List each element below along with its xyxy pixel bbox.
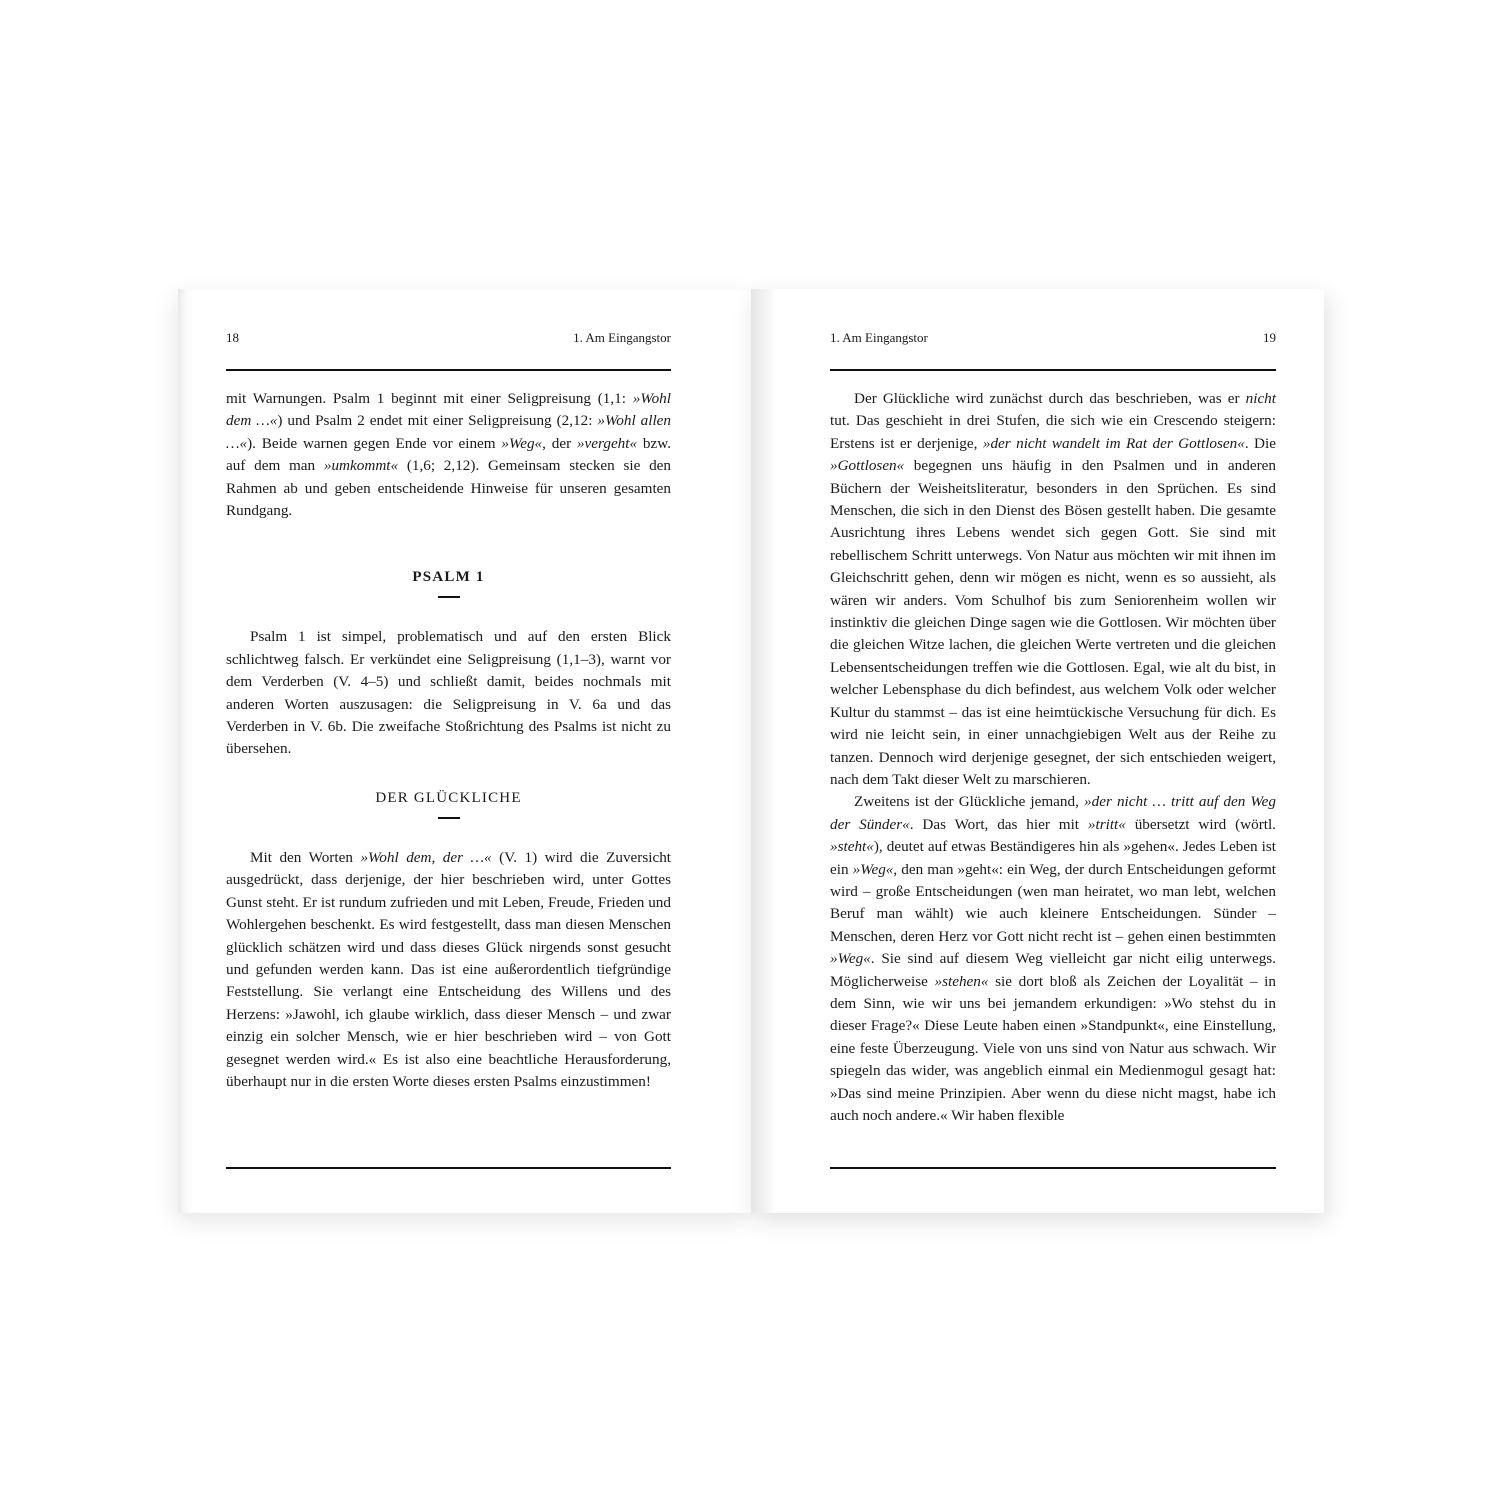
italic-text-segment: »der nicht … tritt auf den Weg der Sünder«	[830, 793, 1276, 833]
text-segment: . Das Wort, das hier mit	[909, 815, 1088, 833]
left-page	[178, 289, 751, 1213]
text-segment: Der Glückliche wird zunächst durch das beschrieben, was er	[854, 390, 1246, 407]
heading-dash	[438, 596, 460, 598]
italic-text-segment: »steht«	[830, 838, 874, 856]
text-segment: ) und Psalm 2 endet mit einer Seligpreisung (2,12:	[277, 412, 598, 430]
text-segment: übersetzt wird (wörtl.	[1125, 815, 1276, 833]
text-segment: (V. 1) wird die Zuversicht ausgedrückt, dass derjenige, der hier beschrieben wird, unter Gottes Gunst steht. Er ist rundum zufrieden und mit Leben, Freude, Frieden und Wohlergehen beschenkt. Es wird festgestellt, dass man diesen Menschen glücklich schätzen wird und dass dieses Glück nirgends sonst gesucht und gefunden werden kann. Das ist eine außerordentlich tiefgründige Feststellung. Sie verlangt eine Entscheidung des Willens und des Herzens: »Jawohl, ich glaube wirklich, dass dieser Mensch – und zwar einzig ein solcher Mensch, wie er hier beschrieben wird – von Gott gesegnet werden wird.« Es ist also eine beachtliche Herausforderung, überhaupt nur in die ersten Worte dieses ersten Psalms einzustimmen!	[226, 848, 672, 1090]
italic-text-segment: »der nicht wandelt im Rat der Gottlosen«	[982, 434, 1245, 452]
page-number-right: 19	[1263, 330, 1276, 345]
italic-text-segment: »Weg«	[501, 434, 543, 452]
text-segment: ). Beide warnen gegen Ende vor einem	[247, 434, 502, 452]
text-segment: Mit den Worten	[250, 848, 361, 866]
text-segment: begegnen uns häufig in den Psalmen und in anderen Büchern der Weisheitsliteratur, besonders in den Sprüchen. Es sind Menschen, die sich in den Dienst des Bösen gestellt haben. Die gesamte Ausrichtung ihres Lebens wendet sich gegen Gott. Sie sind mit rebellischem Schritt unterwegs. Von Natur aus möchten wir mit ihnen im Gleichschritt gehen, denn wir mögen es nicht, wenn es so aussieht, als wären wir anders. Vom Schulhof bis zum Seniorenheim wollen wir instinktiv die gleichen Dinge sagen wie die Gottlosen. Wir möchten über die gleichen Witze lachen, die gleichen Werte vertreten und die gleichen Lebensentscheidungen treffen wie die Gottlosen. Egal, wie alt du bist, in welcher Lebensphase du dich befindest, aus welchem Volk oder welcher Kultur du stammst – das ist eine heimtückische Versuchung für dich. Es wird nie leicht sein, in einer unnachgiebigen Welt aus der Reihe zu tanzen. Dennoch wird derjenige gesegnet, der sich entschieden weigert, nach dem Takt dieser Welt zu marschieren.	[830, 457, 1276, 788]
section-heading: DER GLÜCKLICHE	[375, 789, 522, 806]
running-head-right: 1. Am Eingangstor	[830, 330, 928, 345]
paragraph-two	[830, 791, 1276, 1127]
section-paragraph	[226, 847, 671, 1093]
text-segment: tut. Das geschieht in drei Stufen, die sich wie ein Crescendo steigern: Erstens ist er derjenige,	[830, 412, 1276, 452]
bottom-rule-left	[226, 1167, 671, 1169]
text-segment: bzw. auf dem man	[226, 434, 671, 475]
text-segment: . Die	[1244, 434, 1276, 452]
text-segment: ), deutet auf etwas Beständigeres hin als »gehen«. Jedes Leben ist ein	[830, 838, 1276, 878]
text-segment: mit Warnungen. Psalm 1 beginnt mit einer Seligpreisung (1,1:	[226, 390, 633, 407]
text-segment: . Sie sind auf diesem Weg vielleicht gar nicht eilig unterwegs. Möglicherweise	[830, 950, 1276, 990]
intro-paragraph	[226, 388, 671, 522]
italic-text-segment: nicht	[1245, 390, 1276, 407]
top-rule-right	[830, 369, 1276, 371]
text-segment: , den man »geht«: ein Weg, der durch Entscheidungen geformt wird – große Entscheidungen (wen man heiratet, wo man lebt, welchen Beruf man wählt) wie auch kleinere Entscheidungen. Sünder – Menschen, deren Herz vor Gott nicht recht ist – gehen einen bestimmten	[830, 860, 1276, 945]
italic-text-segment: »Gottlosen«	[830, 457, 905, 475]
psalm-paragraph: Psalm 1 ist simpel, problematisch und auf den ersten Blick schlichtweg falsch. Er verkündet eine Seligpreisung (1,1–3), warnt vor dem Verderben (V. 4–5) und schließt damit, beides nochmals mit anderen Worten auszusagen: die Seligpreisung in V. 6a und das Verderben in V. 6b. Die zweifache Stoßrichtung des Psalms ist nicht zu übersehen.	[226, 628, 671, 758]
section-dash	[438, 817, 460, 819]
bottom-rule-right	[830, 1167, 1276, 1169]
text-segment: Zweitens ist der Glückliche jemand,	[854, 793, 1085, 811]
italic-text-segment: »Weg«	[830, 950, 871, 968]
italic-text-segment: »Wohl dem, der …«	[360, 848, 492, 866]
right-body	[830, 388, 1276, 1127]
text-segment: (1,6; 2,12). Gemeinsam stecken sie den Rahmen ab und geben entscheidende Hinweise für unseren gesamten Rundgang.	[226, 457, 671, 520]
italic-text-segment: »vergeht«	[576, 434, 638, 452]
italic-text-segment: »Wohl allen …«	[226, 412, 672, 452]
text-segment: , der	[542, 434, 577, 452]
running-head-left: 1. Am Eingangstor	[573, 330, 671, 345]
italic-text-segment: »umkommt«	[323, 457, 399, 475]
italic-text-segment: »Wohl dem …«	[226, 390, 671, 430]
left-body	[226, 388, 671, 1093]
text-segment: sie dort bloß als Zeichen der Loyalität – in dem Sinn, wie wir uns bei jemandem erkundigen: »Wo stehst du in dieser Frage?« Diese Leute haben einen »Standpunkt«, eine Einstellung, eine feste Überzeugung. Viele von uns sind von Natur aus schwach. Wir spiegeln das wider, was angeblich einmal ein Medienmogul gesagt hat: »Das sind meine Prinzipien. Aber wenn du diese nicht magst, habe ich auch noch andere.« Wir haben flexible	[830, 972, 1276, 1124]
right-page	[751, 289, 1324, 1213]
italic-text-segment: »stehen«	[934, 972, 989, 990]
page-number-left: 18	[226, 330, 239, 345]
paragraph-one	[830, 388, 1276, 791]
italic-text-segment: »tritt«	[1087, 815, 1126, 833]
italic-text-segment: »Weg«	[852, 860, 894, 878]
gutter-shadow	[751, 289, 777, 1213]
psalm-heading: PSALM 1	[412, 569, 485, 586]
top-rule-left	[226, 369, 671, 371]
